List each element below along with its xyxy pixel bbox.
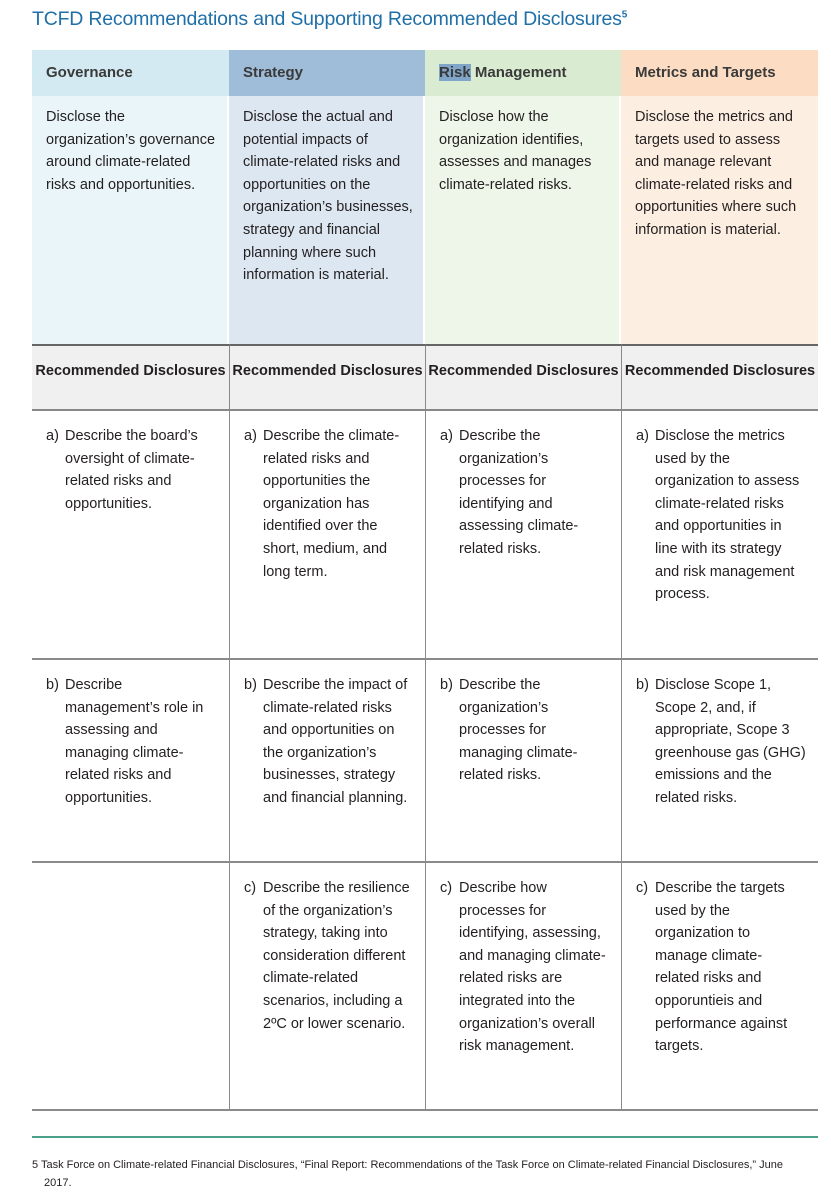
recommended-header-metrics-targets: Recommended Disclosures [621, 344, 818, 411]
title-text: TCFD Recommendations and Supporting Recommended Disclosures [32, 8, 622, 30]
header-risk-highlight: Risk [439, 64, 471, 81]
recommended-header-risk-management: Recommended Disclosures [425, 344, 621, 411]
item-text: Describe the resilience of the organization’s strategy, taking into consideration different climate-related scenarios, including a 2ºC or lower scenario. [263, 880, 410, 1032]
item-text: Describe how processes for identifying, assessing, and managing climate-related risks are integrated into the organization’s overall risk management. [459, 880, 606, 1055]
item-text: Describe the organization’s processes for managing climate-related risks. [459, 677, 578, 784]
disclosure-governance-b [32, 660, 229, 863]
item-label: a) [440, 428, 453, 444]
disclosure-governance-a [32, 411, 229, 660]
item-text: Describe management’s role in assessing and managing climate-related risks and opportunities. [65, 677, 204, 806]
description-risk-management: Disclose how the organization identifies, assesses and manages climate-related risks. [425, 96, 621, 344]
item-label: b) [46, 677, 59, 693]
header-risk-management [425, 50, 621, 96]
title-footnote-mark: 5 [621, 9, 628, 21]
item-label: c) [244, 880, 257, 896]
header-risk-rest: Management [474, 64, 567, 81]
item-text: Describe the climate-related risks and opportunities the organization has identified over the short, medium, and long term. [263, 428, 400, 580]
item-label: a) [244, 428, 257, 444]
item-text: Describe the board’s oversight of climate-related risks and opportunities. [65, 428, 198, 512]
description-strategy: Disclose the actual and potential impacts of climate-related risks and opportunities on the organization’s businesses, strategy and financial planning where such information is material. [229, 96, 425, 344]
recommended-header-governance: Recommended Disclosures [32, 344, 229, 411]
description-governance: Disclose the organization’s governance around climate-related risks and opportunities. [32, 96, 229, 344]
item-label: c) [440, 880, 453, 896]
disclosure-metrics-targets-c [621, 863, 818, 1111]
tcfd-table [32, 50, 818, 1111]
item-label: a) [46, 428, 59, 444]
item-text: Describe the targets used by the organization to manage climate-related risks and opporuntieis and performance against targets. [655, 880, 788, 1055]
page-title [32, 8, 627, 31]
description-metrics-targets: Disclose the metrics and targets used to assess and manage relevant climate-related risks and opportunities where such information is material. [621, 96, 818, 344]
disclosure-strategy-b [229, 660, 425, 863]
disclosure-metrics-targets-b [621, 660, 818, 863]
footnote-divider [32, 1136, 818, 1138]
item-text: Describe the impact of climate-related risks and opportunities on the organization’s businesses, strategy and financial planning. [263, 677, 408, 806]
disclosure-metrics-targets-a [621, 411, 818, 660]
item-text: Disclose the metrics used by the organization to assess climate-related risks and opportunities in line with its strategy and risk management process. [655, 428, 800, 603]
disclosure-strategy-a [229, 411, 425, 660]
header-metrics-targets: Metrics and Targets [621, 50, 818, 96]
item-label: c) [636, 880, 649, 896]
recommended-header-strategy: Recommended Disclosures [229, 344, 425, 411]
disclosure-governance-empty [32, 863, 229, 1111]
item-label: a) [636, 428, 649, 444]
footnote [32, 1156, 792, 1192]
disclosure-risk-management-b [425, 660, 621, 863]
header-governance: Governance [32, 50, 229, 96]
item-label: b) [440, 677, 453, 693]
disclosure-risk-management-a [425, 411, 621, 660]
disclosure-strategy-c [229, 863, 425, 1111]
item-text: Describe the organization’s processes for identifying and assessing climate-related risks. [459, 428, 579, 557]
disclosure-risk-management-c [425, 863, 621, 1111]
item-label: b) [636, 677, 649, 693]
item-label: b) [244, 677, 257, 693]
header-strategy: Strategy [229, 50, 425, 96]
item-text: Disclose Scope 1, Scope 2, and, if appropriate, Scope 3 greenhouse gas (GHG) emissions and the related risks. [655, 677, 806, 806]
footnote-text: 5 Task Force on Climate-related Financial Disclosures, “Final Report: Recommendations of the Task Force on Climate-related Financial Disclosures,” June 2017. [32, 1159, 783, 1189]
